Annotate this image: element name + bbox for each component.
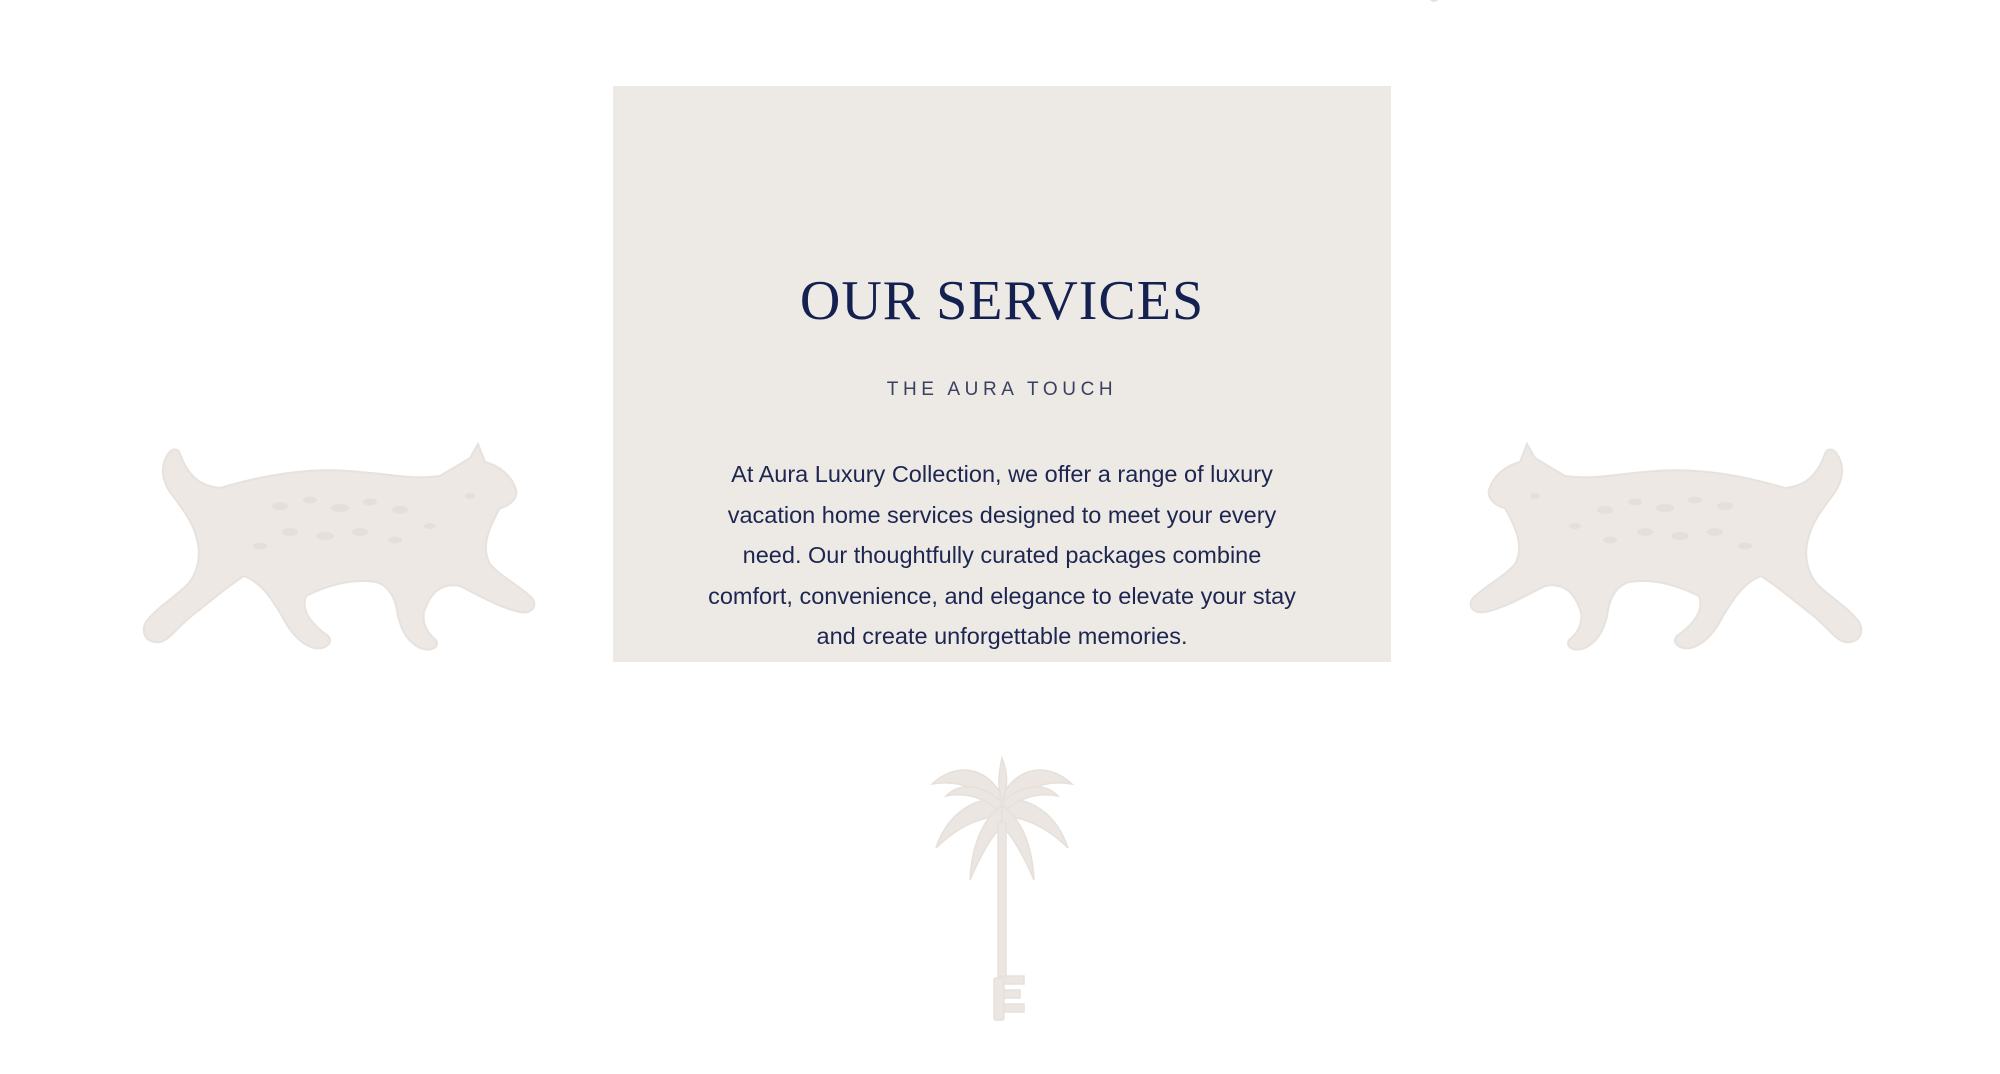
palm-key-illustration xyxy=(926,756,1078,1024)
lynx-icon xyxy=(140,436,540,652)
services-title: OUR SERVICES xyxy=(799,270,1205,332)
ornament-fragment-icon xyxy=(1424,0,1444,8)
services-description: At Aura Luxury Collection, we offer a range of luxury vacation home services designed to meet your every need. Our thoughtfully curated packages combine comfort, convenience, and elegance to elevate your stay and create unforgettable memories. xyxy=(708,461,1296,649)
services-card xyxy=(613,86,1391,662)
lynx-illustration-left xyxy=(140,436,540,652)
lynx-illustration-right xyxy=(1465,436,1865,652)
services-subtitle: THE AURA TOUCH xyxy=(886,379,1118,400)
lynx-icon xyxy=(1465,436,1865,652)
palm-tree-key-icon xyxy=(926,756,1078,1024)
top-ornament-fragment xyxy=(1424,0,1444,8)
